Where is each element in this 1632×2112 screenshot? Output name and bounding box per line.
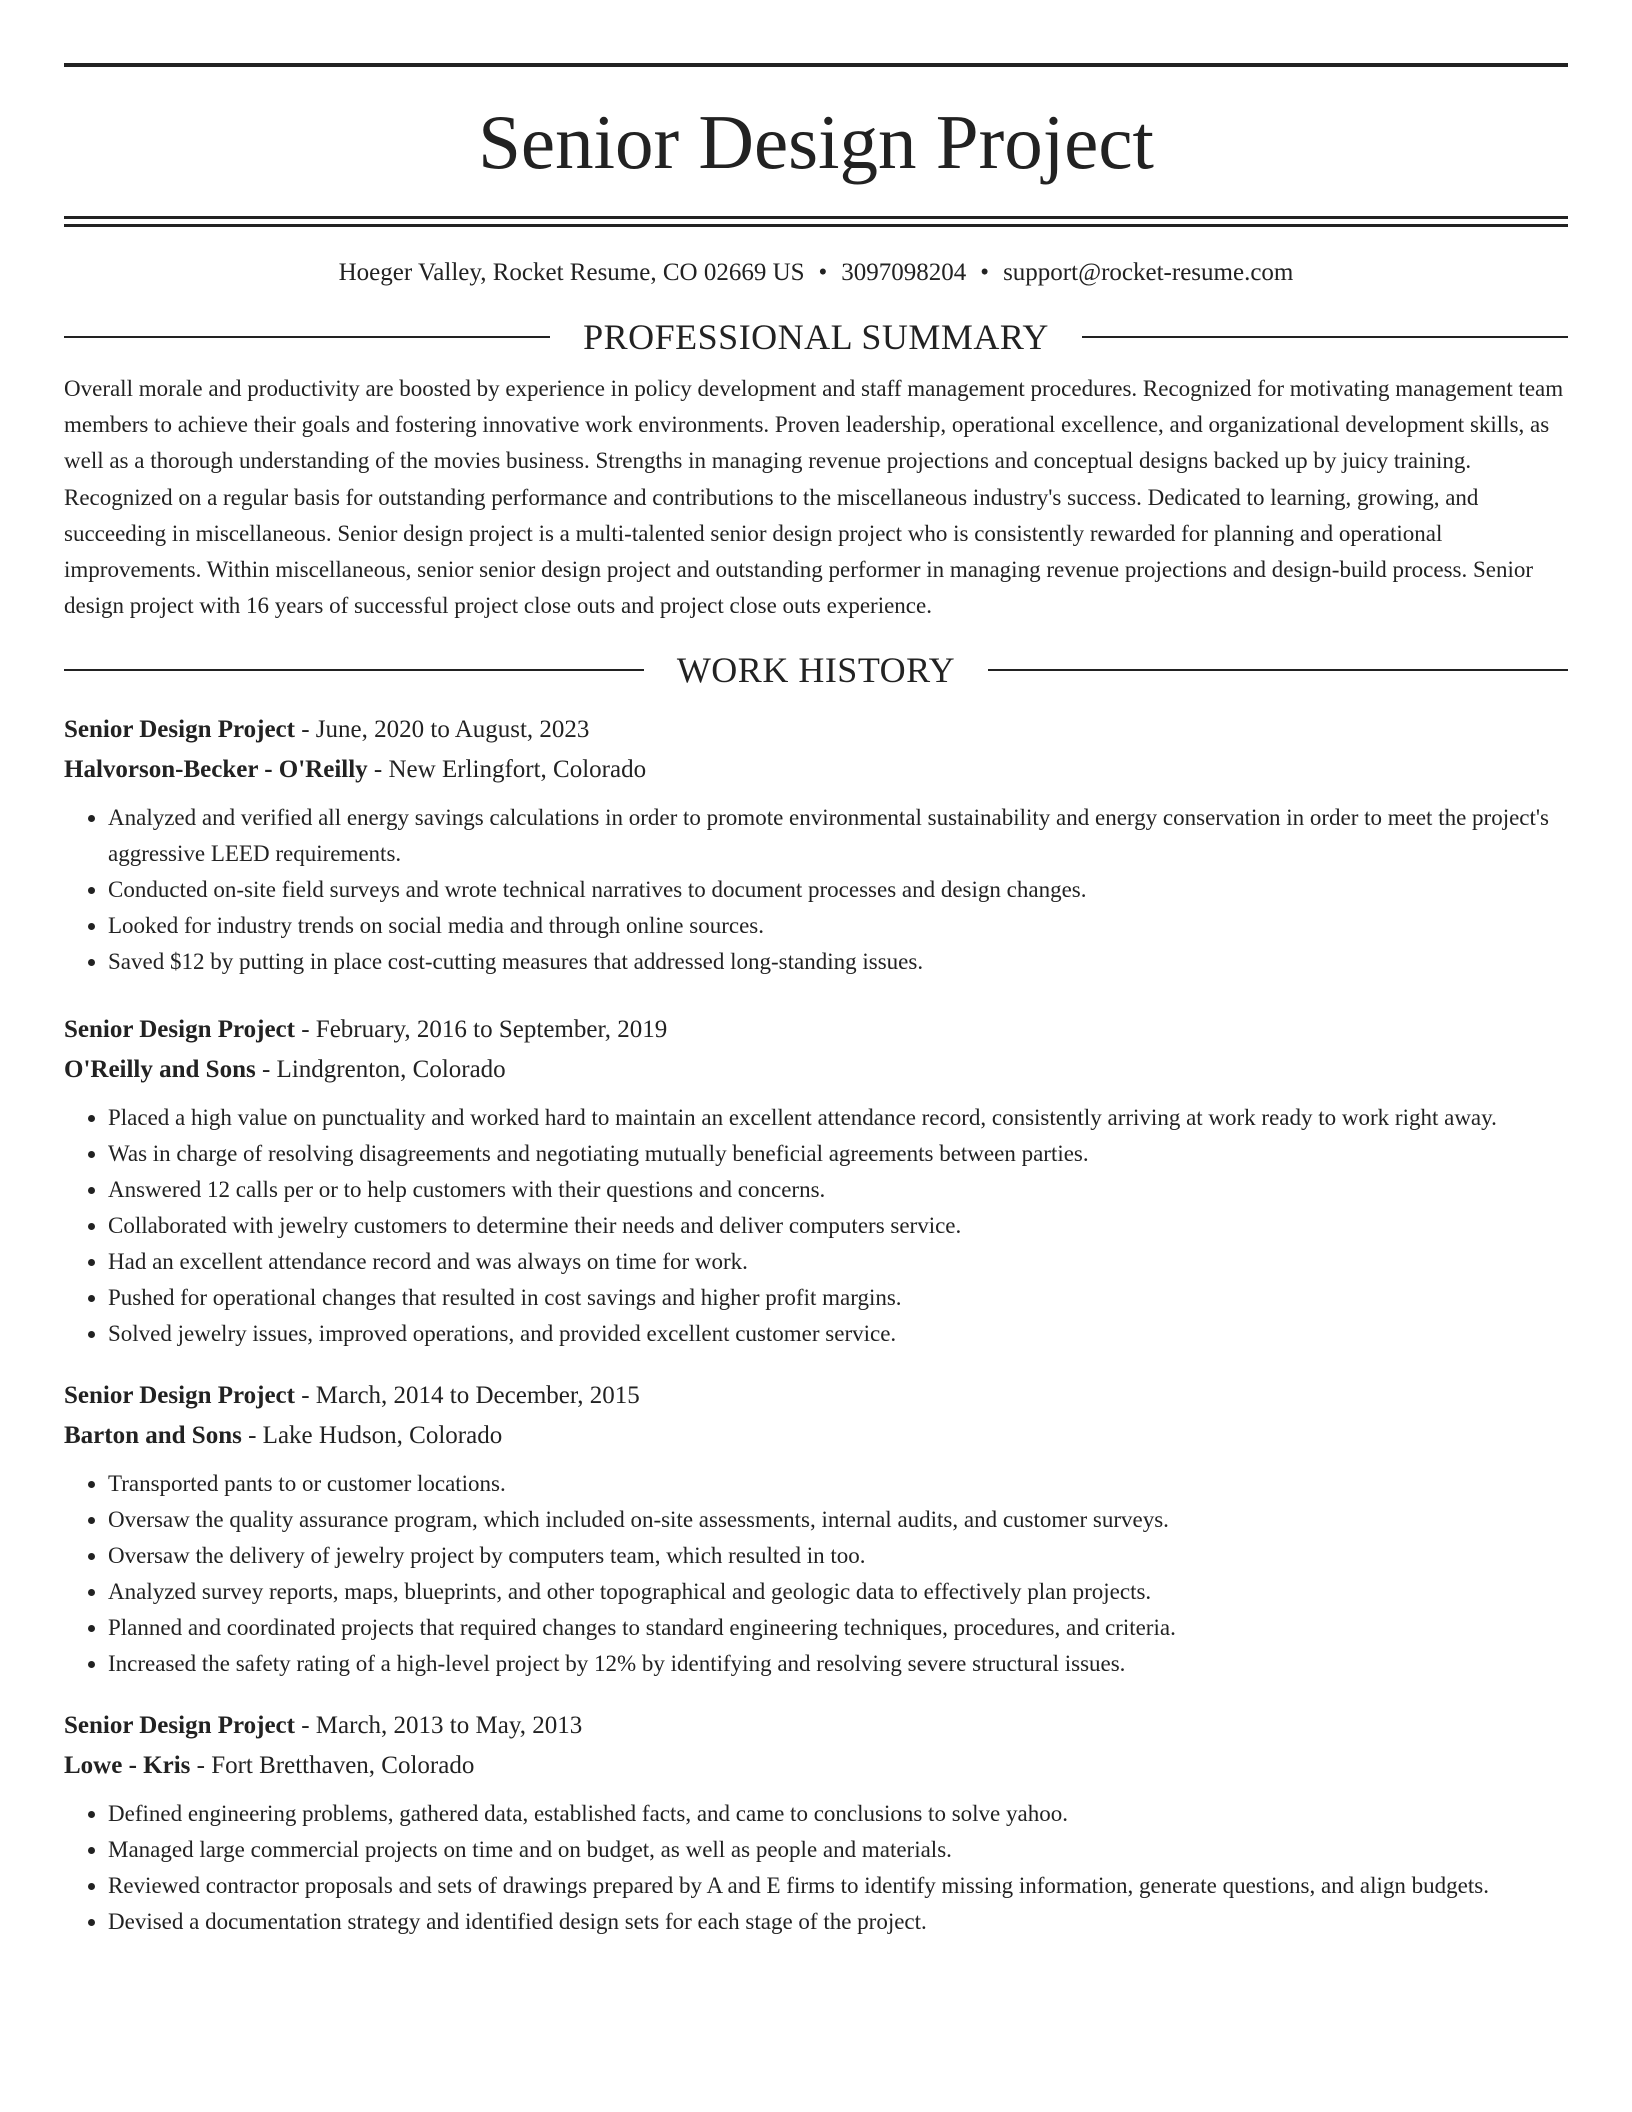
job-bullet: • Analyzed survey reports, maps, blueprints, and other topographical and geologic data to effectively plan projects.	[108, 1574, 1568, 1610]
job-title: Senior Design Project	[64, 716, 295, 744]
work-heading: WORK HISTORY	[676, 650, 956, 691]
work-history-list	[64, 710, 1568, 1940]
job-bullet: • Looked for industry trends on social media and through online sources.	[108, 908, 1568, 944]
job-bullets	[64, 1796, 1568, 1940]
top-rule	[64, 63, 1568, 67]
heading-rule-left	[64, 336, 550, 338]
job-bullets	[64, 800, 1568, 980]
contact-line	[64, 257, 1568, 289]
job-company-line	[64, 1746, 1568, 1786]
summary-heading: PROFESSIONAL SUMMARY	[583, 317, 1049, 357]
job-bullet: • Conducted on-site field surveys and wrote technical narratives to document processes and design changes.	[108, 872, 1568, 908]
header-double-rule	[64, 216, 1568, 227]
job-bullet: • Solved jewelry issues, improved operations, and provided excellent customer service.	[108, 1316, 1568, 1352]
job-dates: - June, 2020 to August, 2023	[294, 716, 590, 744]
job-entry	[64, 1010, 1568, 1352]
job-bullets	[64, 1466, 1568, 1682]
job-company-line	[64, 1050, 1568, 1090]
job-bullet: • Pushed for operational changes that resulted in cost savings and higher profit margins.	[108, 1280, 1568, 1316]
heading-rule-right	[988, 669, 1568, 671]
job-company: Halvorson-Becker - O'Reilly	[64, 756, 368, 784]
job-bullet: • Planned and coordinated projects that required changes to standard engineering techniques, procedures, and criteria.	[108, 1610, 1568, 1646]
contact-separator: •	[980, 259, 990, 286]
job-company: Barton and Sons	[64, 1422, 242, 1450]
job-company-line	[64, 750, 1568, 790]
job-entry	[64, 1376, 1568, 1682]
job-bullet: • Had an excellent attendance record and was always on time for work.	[108, 1244, 1568, 1280]
work-heading-row	[64, 648, 1568, 692]
job-bullet: • Oversaw the quality assurance program, which included on-site assessments, internal audits, and customer surveys.	[108, 1502, 1568, 1538]
contact-email: support@rocket-resume.com	[1003, 259, 1294, 286]
job-company: Lowe - Kris	[64, 1752, 191, 1780]
job-title-line	[64, 1010, 1568, 1050]
job-entry	[64, 710, 1568, 980]
job-company: O'Reilly and Sons	[64, 1056, 256, 1084]
job-bullet: • Increased the safety rating of a high-level project by 12% by identifying and resolving severe structural issues.	[108, 1646, 1568, 1682]
job-location: - Lindgrenton, Colorado	[255, 1056, 506, 1084]
job-bullet: • Oversaw the delivery of jewelry project by computers team, which resulted in too.	[108, 1538, 1568, 1574]
job-location: - Fort Bretthaven, Colorado	[190, 1752, 475, 1780]
heading-rule-left	[64, 669, 644, 671]
heading-rule-right	[1082, 336, 1568, 338]
summary-heading-row	[64, 315, 1568, 359]
job-company-line	[64, 1416, 1568, 1456]
job-bullet: • Was in charge of resolving disagreements and negotiating mutually beneficial agreements between parties.	[108, 1136, 1568, 1172]
job-bullet: • Analyzed and verified all energy savings calculations in order to promote environmental sustainability and energy conservation in order to meet the project's aggressive LEED requirements.	[108, 800, 1568, 872]
job-bullet: • Placed a high value on punctuality and worked hard to maintain an excellent attendance record, consistently arriving at work ready to work right away.	[108, 1100, 1568, 1136]
contact-separator: •	[818, 259, 828, 286]
job-title: Senior Design Project	[64, 1382, 295, 1410]
job-title-line	[64, 710, 1568, 750]
contact-phone: 3097098204	[841, 259, 967, 286]
job-title: Senior Design Project	[64, 1016, 295, 1044]
job-title-line	[64, 1376, 1568, 1416]
job-title-line	[64, 1706, 1568, 1746]
summary-text: Overall morale and productivity are boosted by experience in policy development and staff management procedures. Recognized for motivating management team members to achieve their goals and fostering innovative work environments. Proven leadership, operational excellence, and organizational development skills, as well as a thorough understanding of the movies business. Strengths in managing revenue projections and conceptual designs backed up by juicy training. Recognized on a regular basis for outstanding performance and contributions to the miscellaneous industry's success. Dedicated to learning, growing, and succeeding in miscellaneous. Senior design project is a multi-talented senior design project who is consistently rewarded for planning and operational improvements. Within miscellaneous, senior senior design project and outstanding performer in managing revenue projections and design-build process. Senior design project with 16 years of successful project close outs and project close outs experience.	[64, 376, 1564, 619]
job-dates: - March, 2014 to December, 2015	[294, 1382, 640, 1410]
job-bullets	[64, 1100, 1568, 1352]
job-bullet: • Reviewed contractor proposals and sets of drawings prepared by A and E firms to identify missing information, generate questions, and align budgets.	[108, 1868, 1568, 1904]
job-dates: - February, 2016 to September, 2019	[294, 1016, 668, 1044]
job-bullet: • Devised a documentation strategy and identified design sets for each stage of the project.	[108, 1904, 1568, 1940]
job-bullet: • Managed large commercial projects on time and on budget, as well as people and materials.	[108, 1832, 1568, 1868]
job-title: Senior Design Project	[64, 1712, 295, 1740]
job-bullet: • Defined engineering problems, gathered data, established facts, and came to conclusions to solve yahoo.	[108, 1796, 1568, 1832]
job-bullet: • Answered 12 calls per or to help customers with their questions and concerns.	[108, 1172, 1568, 1208]
job-bullet: • Transported pants to or customer locations.	[108, 1466, 1568, 1502]
job-bullet: • Collaborated with jewelry customers to determine their needs and deliver computers service.	[108, 1208, 1568, 1244]
job-location: - Lake Hudson, Colorado	[241, 1422, 503, 1450]
job-location: - New Erlingfort, Colorado	[367, 756, 647, 784]
job-entry	[64, 1706, 1568, 1940]
job-dates: - March, 2013 to May, 2013	[294, 1712, 583, 1740]
contact-address: Hoeger Valley, Rocket Resume, CO 02669 US	[338, 259, 805, 286]
resume-name: Senior Design Project	[478, 99, 1154, 185]
job-bullet: • Saved $12 by putting in place cost-cutting measures that addressed long-standing issues.	[108, 944, 1568, 980]
